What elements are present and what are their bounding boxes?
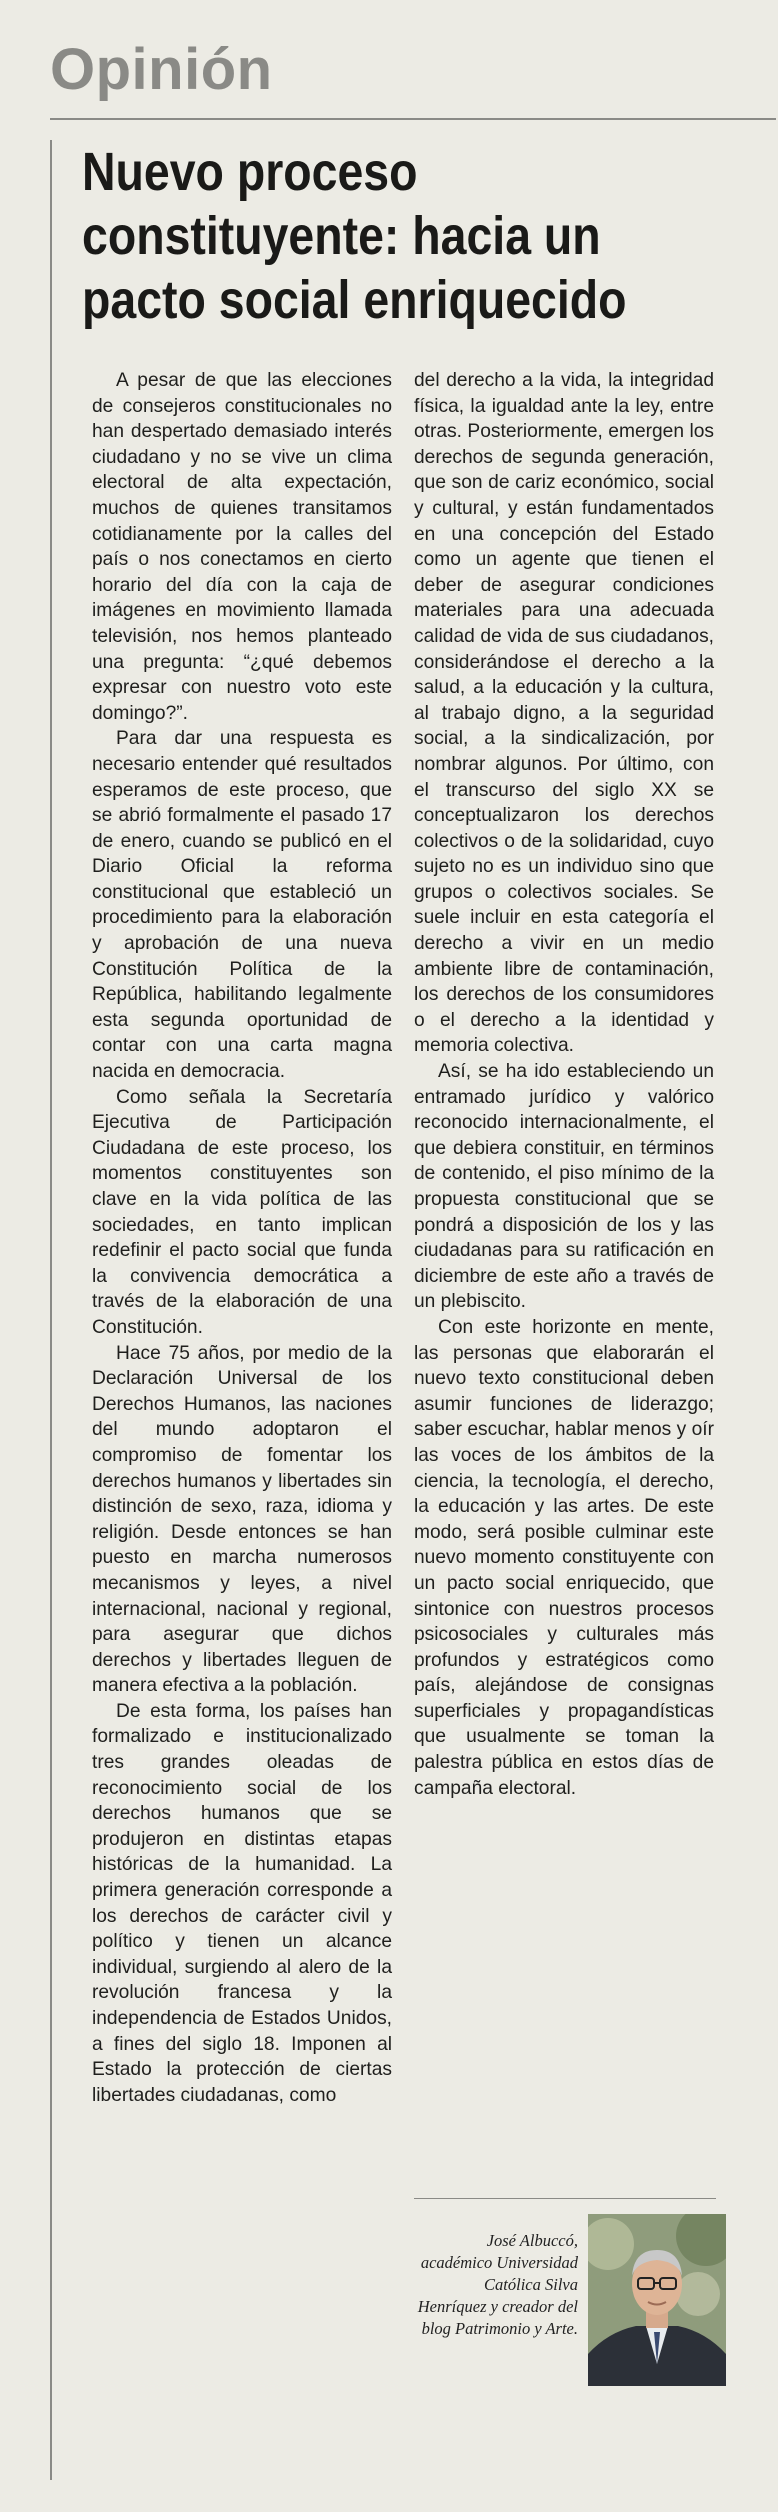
- author-byline: [414, 2230, 578, 2340]
- paragraph: De esta forma, los países han formalizado e institucionalizado tres grandes oleadas de reconocimiento social de los derechos humanos que se produjeron en distintas etapas históricas de la humanidad. La primera generación corresponde a los derechos de carácter civil y político y tienen un alcance individual, surgiendo al alero de la revolución francesa y la independencia de Estados Unidos, a fines del siglo 18. Imponen al Estado la protección de ciertas libertades ciudadanas, como: [92, 1700, 392, 2106]
- paragraph: Con este horizonte en mente, las personas que elaborarán el nuevo texto constitucional deben asumir funciones de liderazgo; saber escuchar, hablar menos y oír las voces de los ámbitos de la ciencia, la tecnología, el derecho, la educación y las artes. De este modo, será posible culminar este nuevo momento constituyente con un pacto social enriquecido, que sintonice con nuestros procesos psicosociales y culturales más profundos y estratégicos como país, alejándose de consignas superficiales y propagandísticas que usualmente se toman la palestra pública en estos días de campaña electoral.: [414, 1316, 714, 1799]
- section-rule: [50, 118, 776, 120]
- author-portrait-image: [588, 2214, 726, 2386]
- paragraph: Como señala la Secretaría Ejecutiva de Participación Ciudadana de este proceso, los momentos constituyentes son clave en la vida política de las sociedades, en tanto implican redefinir el pacto social que funda la convivencia democrática a través de la elaboración de una Constitución.: [92, 1086, 392, 1338]
- article-headline: Nuevo proceso constituyente: hacia un pacto social enriquecido: [82, 142, 627, 330]
- paragraph: del derecho a la vida, la integridad física, la igualdad ante la ley, entre otras. Posteriormente, emergen los derechos de segunda generación, que son de cariz económico, social y cultural, y están fundamentados en una concepción del Estado como un agente que tienen el deber de asegurar condiciones materiales para una adecuada calidad de vida de sus ciudadanos, considerándose el derecho a la salud, a la educación y la cultura, al trabajo digno, a la seguridad social, a la sindicalización, por nombrar algunos. Por último, con el transcurso del siglo XX se conceptualizaron los derechos colectivos o de la solidaridad, cuyo sujeto no es un individuo sino que grupos o colectivos sociales. Se suele incluir en esta categoría el derecho a vivir en un medio ambiente libre de contaminación, los derechos de los consumidores o el derecho a la identidad y memoria colectiva.: [414, 370, 714, 1057]
- author-photo: [588, 2214, 726, 2386]
- left-border-rule: [50, 140, 52, 2480]
- article-column-right: [414, 368, 714, 1801]
- paragraph: Para dar una respuesta es necesario entender qué resultados esperamos de este proceso, que se abrió formalmente el pasado 17 de enero, cuando se publicó en el Diario Oficial la reforma constitucional que estableció un procedimiento para la elaboración y aprobación de una nueva Constitución Política de la República, habilitando legalmente esta segunda oportunidad de contar con una carta magna nacida en democracia.: [92, 728, 392, 1083]
- paragraph: A pesar de que las elecciones de consejeros constitucionales no han despertado demasiado interés ciudadano y no se vive un clima electoral de alta expectación, muchos de quienes transitamos cotidianamente por la calles del país o nos conectamos en cierto horario del día con la caja de imágenes en movimiento llamada televisión, nos hemos planteado una pregunta: “¿qué debemos expresar con nuestro voto este domingo?”.: [92, 370, 392, 724]
- paragraph: Hace 75 años, por medio de la Declaración Universal de los Derechos Humanos, las naciones del mundo adoptaron el compromiso de fomentar los derechos humanos y libertades sin distinción de sexo, raza, idioma y religión. Desde entonces se han puesto en marcha numerosos mecanismos y leyes, a nivel internacional, nacional y regional, para asegurar que dichos derechos y libertades lleguen de manera efectiva a la población.: [92, 1342, 392, 1697]
- article-column-left: [92, 368, 392, 2108]
- author-bio: académico Universidad Católica Silva Henríquez y creador del blog Patrimonio y Arte.: [417, 2253, 578, 2338]
- section-label: Opinión: [50, 37, 273, 102]
- author-name: José Albuccó,: [486, 2231, 578, 2250]
- paragraph: Así, se ha ido estableciendo un entramado jurídico y valórico reconocido internacionalmente, el que debiera constituir, en términos de contenido, el piso mínimo de la propuesta constitucional que se pondrá a disposición de los y las ciudadanas para su ratificación en diciembre de este año a través de un plebiscito.: [414, 1061, 714, 1313]
- author-divider: [414, 2198, 716, 2199]
